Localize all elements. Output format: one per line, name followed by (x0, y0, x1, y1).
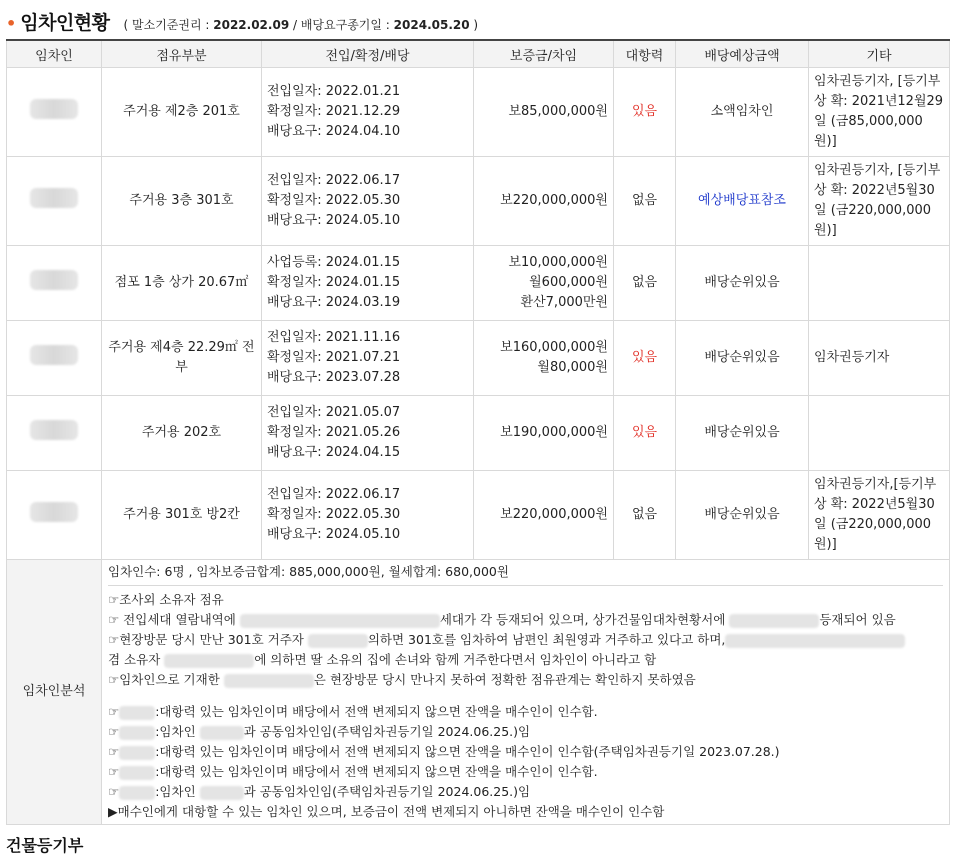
pointer-icon: ☞ (108, 744, 120, 759)
col-deposit: 보증금/차임 (474, 40, 614, 68)
part-cell: 주거용 제2층 201호 (102, 68, 262, 157)
deposit-line: 보220,000,000원 (500, 193, 608, 208)
date-line: 배당요구: 2024.05.10 (267, 527, 401, 542)
analysis-text: 과 공동임차인임(주택임차권등기일 2024.06.25.)임 (243, 784, 531, 799)
deposit-cell (474, 68, 614, 157)
subtitle-prefix: ( 말소기준권리 : (123, 18, 214, 32)
redacted-text (164, 654, 254, 668)
etc-cell: 임차권등기자, [등기부상 확: 2022년5월30일 (금220,000,000원)] (809, 157, 950, 246)
date-line: 확정일자: 2021.12.29 (267, 104, 401, 119)
rent-line: 월600,000원 (529, 275, 608, 290)
analysis-text: ☞조사외 소유자 점유 (108, 592, 224, 607)
dividend-deadline: 2024.05.20 (393, 18, 470, 32)
date-line: 전입일자: 2022.06.17 (267, 487, 401, 502)
dividend-cell: 소액임차인 (676, 68, 809, 157)
etc-cell (809, 396, 950, 471)
section-title: 임차인현황 (20, 12, 110, 34)
dividend-cell: 배당순위있음 (676, 396, 809, 471)
etc-cell: 임차권등기자, [등기부상 확: 2021년12월29일 (금85,000,000원)] (809, 68, 950, 157)
part-cell: 주거용 301호 방2칸 (102, 471, 262, 560)
table-row (7, 471, 950, 560)
pointer-icon: ☞ (108, 764, 120, 779)
redacted-text (308, 634, 368, 648)
analysis-text: 은 현장방문 당시 만나지 못하여 정확한 점유관계는 확인하지 못하였음 (313, 672, 696, 687)
spacer (108, 690, 943, 702)
section-header (6, 8, 960, 36)
bullet-icon: • (6, 14, 17, 33)
rent-line: 월80,000원 (537, 360, 608, 375)
tenant-table (6, 39, 950, 825)
redacted-name (30, 99, 78, 119)
dates-cell (262, 157, 474, 246)
deposit-line: 보190,000,000원 (500, 425, 608, 440)
tenant-name-cell (7, 157, 102, 246)
analysis-text: ☞ 전입세대 열람내역에 (108, 612, 240, 627)
analysis-text: 등재되어 있음 (819, 612, 896, 627)
col-tenant: 임차인 (7, 40, 102, 68)
deposit-line: 보85,000,000원 (508, 104, 608, 119)
opposing-cell: 있음 (614, 396, 676, 471)
dividend-cell: 배당순위있음 (676, 321, 809, 396)
dates-cell (262, 68, 474, 157)
redacted-name (30, 188, 78, 208)
table-row (7, 321, 950, 396)
analysis-text: 겸 소유자 (108, 652, 165, 667)
date-line: 배당요구: 2023.07.28 (267, 370, 401, 385)
analysis-summary: 임차인수: 6명 , 임차보증금합계: 885,000,000원, 월세합계: 680,000원 (108, 562, 943, 586)
dates-cell (262, 321, 474, 396)
redacted-name (30, 270, 78, 290)
analysis-text: ☞임차인으로 기재한 (108, 672, 224, 687)
date-line: 전입일자: 2021.05.07 (267, 405, 401, 420)
deposit-line: 보220,000,000원 (500, 507, 608, 522)
dates-cell (262, 471, 474, 560)
subtitle-mid: / 배당요구종기일 : (289, 18, 394, 32)
date-line: 배당요구: 2024.04.15 (267, 445, 401, 460)
deposit-line: 보160,000,000원 (500, 340, 608, 355)
analysis-line (108, 650, 943, 670)
deposit-cell (474, 157, 614, 246)
redacted-text (200, 786, 244, 800)
converted-line: 환산7,000만원 (520, 295, 608, 310)
redacted-text (725, 634, 905, 648)
deposit-cell (474, 246, 614, 321)
analysis-text: 세대가 각 등재되어 있으며, 상가건물임대차현황서에 (439, 612, 730, 627)
dividend-link[interactable]: 예상배당표참조 (676, 157, 809, 246)
opposing-cell: 없음 (614, 157, 676, 246)
dividend-cell: 배당순위있음 (676, 246, 809, 321)
date-line: 확정일자: 2022.05.30 (267, 507, 401, 522)
opposing-cell: 있음 (614, 321, 676, 396)
analysis-text: :대항력 있는 임차인이며 배당에서 전액 변제되지 않으면 잔액을 매수인이 인수함(주택임차권등기일 2023.07.28.) (155, 744, 780, 759)
date-line: 전입일자: 2021.11.16 (267, 330, 401, 345)
date-line: 확정일자: 2021.05.26 (267, 425, 401, 440)
col-dates: 전입/확정/배당 (262, 40, 474, 68)
part-cell: 점포 1층 상가 20.67㎡ (102, 246, 262, 321)
table-row (7, 157, 950, 246)
part-cell: 주거용 202호 (102, 396, 262, 471)
analysis-line (108, 702, 943, 722)
analysis-line (108, 762, 943, 782)
analysis-line (108, 782, 943, 802)
table-row (7, 246, 950, 321)
redacted-text (119, 746, 155, 760)
redacted-name (30, 420, 78, 440)
date-line: 배당요구: 2024.05.10 (267, 213, 401, 228)
date-line: 확정일자: 2022.05.30 (267, 193, 401, 208)
dates-cell (262, 246, 474, 321)
table-row (7, 396, 950, 471)
pointer-icon: ☞ (108, 704, 120, 719)
date-line: 확정일자: 2021.07.21 (267, 350, 401, 365)
opposing-cell: 없음 (614, 471, 676, 560)
tenant-name-cell (7, 68, 102, 157)
redacted-text (729, 614, 819, 628)
etc-cell: 임차권등기자,[등기부상 확: 2022년5월30일 (금220,000,000원)] (809, 471, 950, 560)
redacted-text (200, 726, 244, 740)
redacted-name (30, 502, 78, 522)
deposit-cell (474, 321, 614, 396)
date-line: 확정일자: 2024.01.15 (267, 275, 401, 290)
analysis-line (108, 630, 943, 650)
analysis-text: :임차인 (155, 724, 200, 739)
analysis-line (108, 670, 943, 690)
redacted-text (224, 674, 314, 688)
date-line: 배당요구: 2024.04.10 (267, 124, 401, 139)
date-line: 사업등록: 2024.01.15 (267, 255, 401, 270)
tenant-name-cell (7, 471, 102, 560)
redacted-text (240, 614, 440, 628)
analysis-text: :대항력 있는 임차인이며 배당에서 전액 변제되지 않으면 잔액을 매수인이 인수함. (155, 704, 598, 719)
opposing-cell: 없음 (614, 246, 676, 321)
analysis-line (108, 610, 943, 630)
analysis-line (108, 722, 943, 742)
etc-cell: 임차권등기자 (809, 321, 950, 396)
dividend-cell: 배당순위있음 (676, 471, 809, 560)
part-cell: 주거용 3층 301호 (102, 157, 262, 246)
etc-cell (809, 246, 950, 321)
opposing-cell: 있음 (614, 68, 676, 157)
analysis-text: 과 공동임차인임(주택임차권등기일 2024.06.25.)임 (243, 724, 531, 739)
deposit-line: 보10,000,000원 (508, 255, 608, 270)
pointer-icon: ☞ (108, 784, 120, 799)
redacted-text (119, 726, 155, 740)
table-header-row (7, 40, 950, 68)
analysis-text: 의하면 301호를 임차하여 남편인 최원영과 거주하고 있다고 하며, (367, 632, 726, 647)
pointer-icon: ☞ (108, 724, 120, 739)
analysis-row (7, 560, 950, 825)
redacted-text (119, 706, 155, 720)
subtitle-suffix: ) (469, 18, 479, 32)
analysis-text: 에 의하면 딸 소유의 집에 손녀와 함께 거주한다면서 임차인이 아니라고 함 (254, 652, 657, 667)
col-etc: 기타 (809, 40, 950, 68)
redacted-text (119, 766, 155, 780)
date-line: 전입일자: 2022.01.21 (267, 84, 401, 99)
deposit-cell (474, 396, 614, 471)
table-row (7, 68, 950, 157)
col-part: 점유부분 (102, 40, 262, 68)
redacted-text (119, 786, 155, 800)
part-cell: 주거용 제4층 22.29㎡ 전부 (102, 321, 262, 396)
next-section-title: 건물등기부 (6, 836, 84, 855)
analysis-text: :임차인 (155, 784, 200, 799)
analysis-line (108, 742, 943, 762)
col-dividend: 배당예상금액 (676, 40, 809, 68)
analysis-text: :대항력 있는 임차인이며 배당에서 전액 변제되지 않으면 잔액을 매수인이 인수함. (155, 764, 598, 779)
col-opposing: 대항력 (614, 40, 676, 68)
redacted-name (30, 345, 78, 365)
section-subtitle (124, 16, 479, 33)
analysis-text: ☞현장방문 당시 만난 301호 거주자 (108, 632, 308, 647)
base-right-date: 2022.02.09 (213, 18, 290, 32)
tenant-name-cell (7, 396, 102, 471)
analysis-line (108, 590, 943, 610)
analysis-label: 임차인분석 (7, 560, 102, 825)
analysis-content (102, 560, 950, 825)
deposit-cell (474, 471, 614, 560)
tenant-name-cell (7, 246, 102, 321)
tenant-name-cell (7, 321, 102, 396)
dates-cell (262, 396, 474, 471)
date-line: 전입일자: 2022.06.17 (267, 173, 401, 188)
analysis-conclusion: ▶매수인에게 대항할 수 있는 임차인 있으며, 보증금이 전액 변제되지 아니하면 잔액을 매수인이 인수함 (108, 804, 665, 819)
date-line: 배당요구: 2024.03.19 (267, 295, 401, 310)
